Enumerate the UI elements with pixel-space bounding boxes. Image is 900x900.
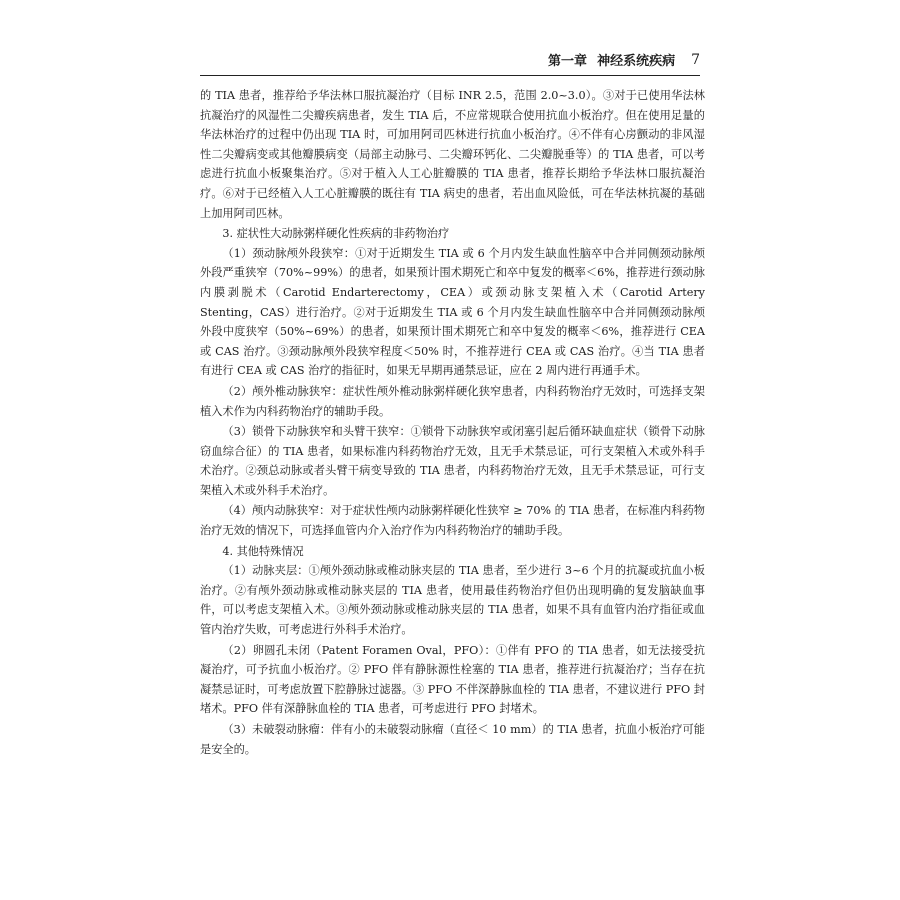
paragraph-pfo: （2）卵圆孔未闭（Patent Foramen Oval，PFO）：①伴有 PFO 的 TIA 患者，如无法接受抗凝治疗，可予抗血小板治疗。② PFO 伴有静脉源性栓塞的 TIA 患者，推荐进行抗凝治疗；当存在抗凝禁忌证时，可考虑放置下腔静脉过滤器。③ PFO 不伴深静脉血栓的 TIA 患者，不建议进行 PFO 封堵术。PFO 伴有深静脉血栓的 TIA 患者，可考虑进行 PFO 封堵术。 xyxy=(200,643,705,716)
paragraph-carotid-stenosis: （1）颈动脉颅外段狭窄：①对于近期发生 TIA 或 6 个月内发生缺血性脑卒中合并同侧颈动脉颅外段严重狭窄（70%~99%）的患者，如果预计围术期死亡和卒中复发的概率＜6%，推荐进行颈动脉内膜剥脱术（Carotid Endarterectomy，CEA）或颈动脉支架植入术（Carotid Artery Stenting，CAS）进行治疗。②对于近期发生 TIA 或 6 个月内发生缺血性脑卒中合并同侧颈动脉颅外段中度狭窄（50%~69%）的患者，如果预计围术期死亡和卒中复发的概率＜6%，推荐进行 CEA 或 CAS 治疗。③颈动脉颅外段狭窄程度＜50% 时，不推荐进行 CEA 或 CAS 治疗。④当 TIA 患者有进行 CEA 或 CAS 治疗的指征时，如果无早期再通禁忌证，应在 2 周内进行再通手术。 xyxy=(200,246,705,378)
paragraph-intracranial-stenosis: （4）颅内动脉狭窄：对于症状性颅内动脉粥样硬化性狭窄 ≥ 70% 的 TIA 患者，在标准内科药物治疗无效的情况下，可选择血管内介入治疗作为内科药物治疗的辅助手段。 xyxy=(200,504,705,538)
page-body xyxy=(200,86,705,759)
paragraph-aneurysm: （3）未破裂动脉瘤：伴有小的未破裂动脉瘤（直径＜ 10 mm）的 TIA 患者，抗血小板治疗可能是安全的。 xyxy=(200,723,705,756)
paragraph-vertebral-stenosis: （2）颅外椎动脉狭窄：症状性颅外椎动脉粥样硬化狭窄患者，内科药物治疗无效时，可选择支架植入术作为内科药物治疗的辅助手段。 xyxy=(200,384,705,418)
paragraph-continuation: 的 TIA 患者，推荐给予华法林口服抗凝治疗（目标 INR 2.5，范围 2.0~3.0）。③对于已使用华法林抗凝治疗的风湿性二尖瓣疾病患者，发生 TIA 后，不应常规联合使用抗血小板治疗。但在使用足量的华法林治疗的过程中仍出现 TIA 时，可加用阿司匹林进行抗血小板治疗。④不伴有心房颤动的非风湿性二尖瓣病变或其他瓣膜病变（局部主动脉弓、二尖瓣环钙化、二尖瓣脱垂等）的 TIA 患者，可以考虑进行抗血小板聚集治疗。⑤对于植入人工心脏瓣膜的 TIA 患者，推荐长期给予华法林口服抗凝治疗。⑥对于已经植入人工心脏瓣膜的既往有 TIA 病史的患者，若出血风险低，可在华法林抗凝的基础上加用阿司匹林。 xyxy=(200,89,705,220)
section-heading-4: 4. 其他特殊情况 xyxy=(222,544,304,558)
chapter-title: 神经系统疾病 xyxy=(597,54,676,69)
paragraph-subclavian-stenosis: （3）锁骨下动脉狭窄和头臂干狭窄：①锁骨下动脉狭窄或闭塞引起后循环缺血症状（锁骨下动脉窃血综合征）的 TIA 患者，如果标准内科药物治疗无效，且无手术禁忌证，可行支架植入术或外科手术治疗。②颈总动脉或者头臂干病变导致的 TIA 患者，内科药物治疗无效，且无手术禁忌证，可行支架植入术或外科手术治疗。 xyxy=(200,425,705,497)
page-number: 7 xyxy=(691,51,700,68)
paragraph-dissection: （1）动脉夹层：①颅外颈动脉或椎动脉夹层的 TIA 患者，至少进行 3~6 个月的抗凝或抗血小板治疗。②有颅外颈动脉或椎动脉夹层的 TIA 患者，使用最佳药物治疗但仍出现明确的复发脑缺血事件，可以考虑支架植入术。③颅外颈动脉或椎动脉夹层的 TIA 患者，如果不具有血管内治疗指征或血管内治疗失败，可考虑进行外科手术治疗。 xyxy=(200,564,705,637)
section-heading-3: 3. 症状性大动脉粥样硬化性疾病的非药物治疗 xyxy=(222,227,450,241)
chapter-label: 第一章 xyxy=(548,54,588,69)
running-header xyxy=(200,50,700,76)
